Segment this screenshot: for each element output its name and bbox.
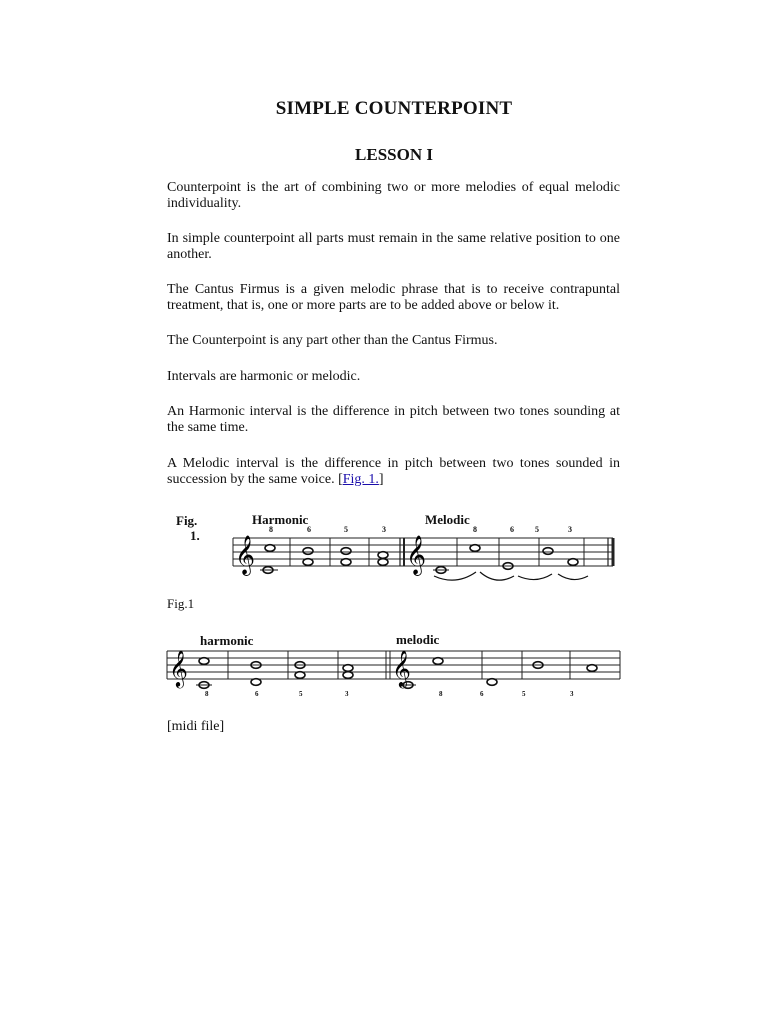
figure2-harmonic-label: harmonic — [200, 633, 254, 648]
interval-number: 5 — [299, 690, 303, 698]
paragraph-simple-counterpoint: In simple counterpoint all parts must remain in the same relative position to one another. — [167, 231, 620, 262]
midi-file-link[interactable]: [midi file] — [167, 719, 225, 734]
interval-number: 5 — [535, 525, 539, 534]
interval-number: 8 — [205, 690, 209, 698]
paragraph-harmonic-interval: An Harmonic interval is the difference in pitch between two tones sounding at the same time. — [167, 404, 620, 435]
treble-clef-icon-melodic: 𝄞 — [406, 537, 427, 574]
figure1-staff — [228, 520, 618, 585]
lesson-heading: LESSON I — [355, 145, 433, 164]
treble-clef-icon: 𝄞 — [169, 650, 188, 686]
paragraph-counterpoint-part: The Counterpoint is any part other than the Cantus Firmus. — [167, 333, 498, 348]
note — [199, 658, 209, 665]
fig1-link[interactable]: Fig. 1. — [342, 472, 379, 487]
melodic-close: ] — [378, 472, 384, 487]
note — [543, 548, 553, 555]
figure2-harmonic-notes — [196, 658, 353, 689]
note — [303, 548, 313, 555]
figure1-melodic-numbers — [473, 525, 572, 534]
figure2-melodic-numbers — [439, 690, 574, 698]
figure1-slurs — [434, 572, 588, 580]
treble-clef-icon-melodic: 𝄞 — [392, 650, 411, 686]
figure2-melodic-notes — [400, 658, 597, 689]
figure1-label-line2: 1. — [190, 528, 200, 543]
paragraph-cantus-firmus: The Cantus Firmus is a given melodic phrase that is to receive contrapuntal treatment, that is, one or more parts are to be added above or below it. — [167, 282, 620, 313]
interval-number: 6 — [510, 525, 514, 534]
note — [343, 672, 353, 679]
paragraph-melodic-interval — [167, 456, 620, 488]
interval-number: 5 — [522, 690, 526, 698]
interval-number: 3 — [382, 525, 386, 534]
figure1-label — [176, 513, 200, 543]
note — [487, 679, 497, 686]
note — [295, 672, 305, 679]
note — [378, 552, 388, 559]
note — [341, 548, 351, 555]
paragraph-counterpoint-definition: Counterpoint is the art of combining two or more melodies of equal melodic individuality. — [167, 180, 620, 211]
note — [470, 545, 480, 552]
page-title: SIMPLE COUNTERPOINT — [275, 98, 513, 119]
interval-number: 6 — [255, 690, 259, 698]
interval-number: 6 — [480, 690, 484, 698]
note — [303, 559, 313, 566]
interval-number: 6 — [307, 525, 311, 534]
figure1-melodic-label: Melodic — [425, 512, 470, 527]
figure2-melodic-label: melodic — [396, 632, 440, 647]
melodic-text: A Melodic interval is the difference in pitch between two tones sounded in succession by the same voice. [ — [167, 456, 620, 487]
figure2-staff — [162, 645, 624, 700]
note — [343, 665, 353, 672]
figure-caption: Fig.1 — [167, 596, 195, 611]
note — [433, 658, 443, 665]
note — [341, 559, 351, 566]
note — [265, 545, 275, 552]
interval-number: 8 — [269, 525, 273, 534]
note — [251, 679, 261, 686]
treble-clef-icon: 𝄞 — [235, 537, 256, 574]
interval-number: 3 — [570, 690, 574, 698]
note — [587, 665, 597, 672]
paragraph-intervals: Intervals are harmonic or melodic. — [167, 369, 361, 384]
interval-number: 3 — [568, 525, 572, 534]
interval-number: 3 — [345, 690, 349, 698]
figure2-harmonic-numbers — [205, 690, 349, 698]
figure1-harmonic-numbers — [269, 525, 386, 534]
note — [378, 559, 388, 566]
interval-number: 8 — [473, 525, 477, 534]
interval-number: 5 — [344, 525, 348, 534]
figure1-harmonic-label: Harmonic — [252, 512, 309, 527]
interval-number: 8 — [439, 690, 443, 698]
note — [568, 559, 578, 566]
figure1-label-line1: Fig. — [176, 513, 198, 528]
